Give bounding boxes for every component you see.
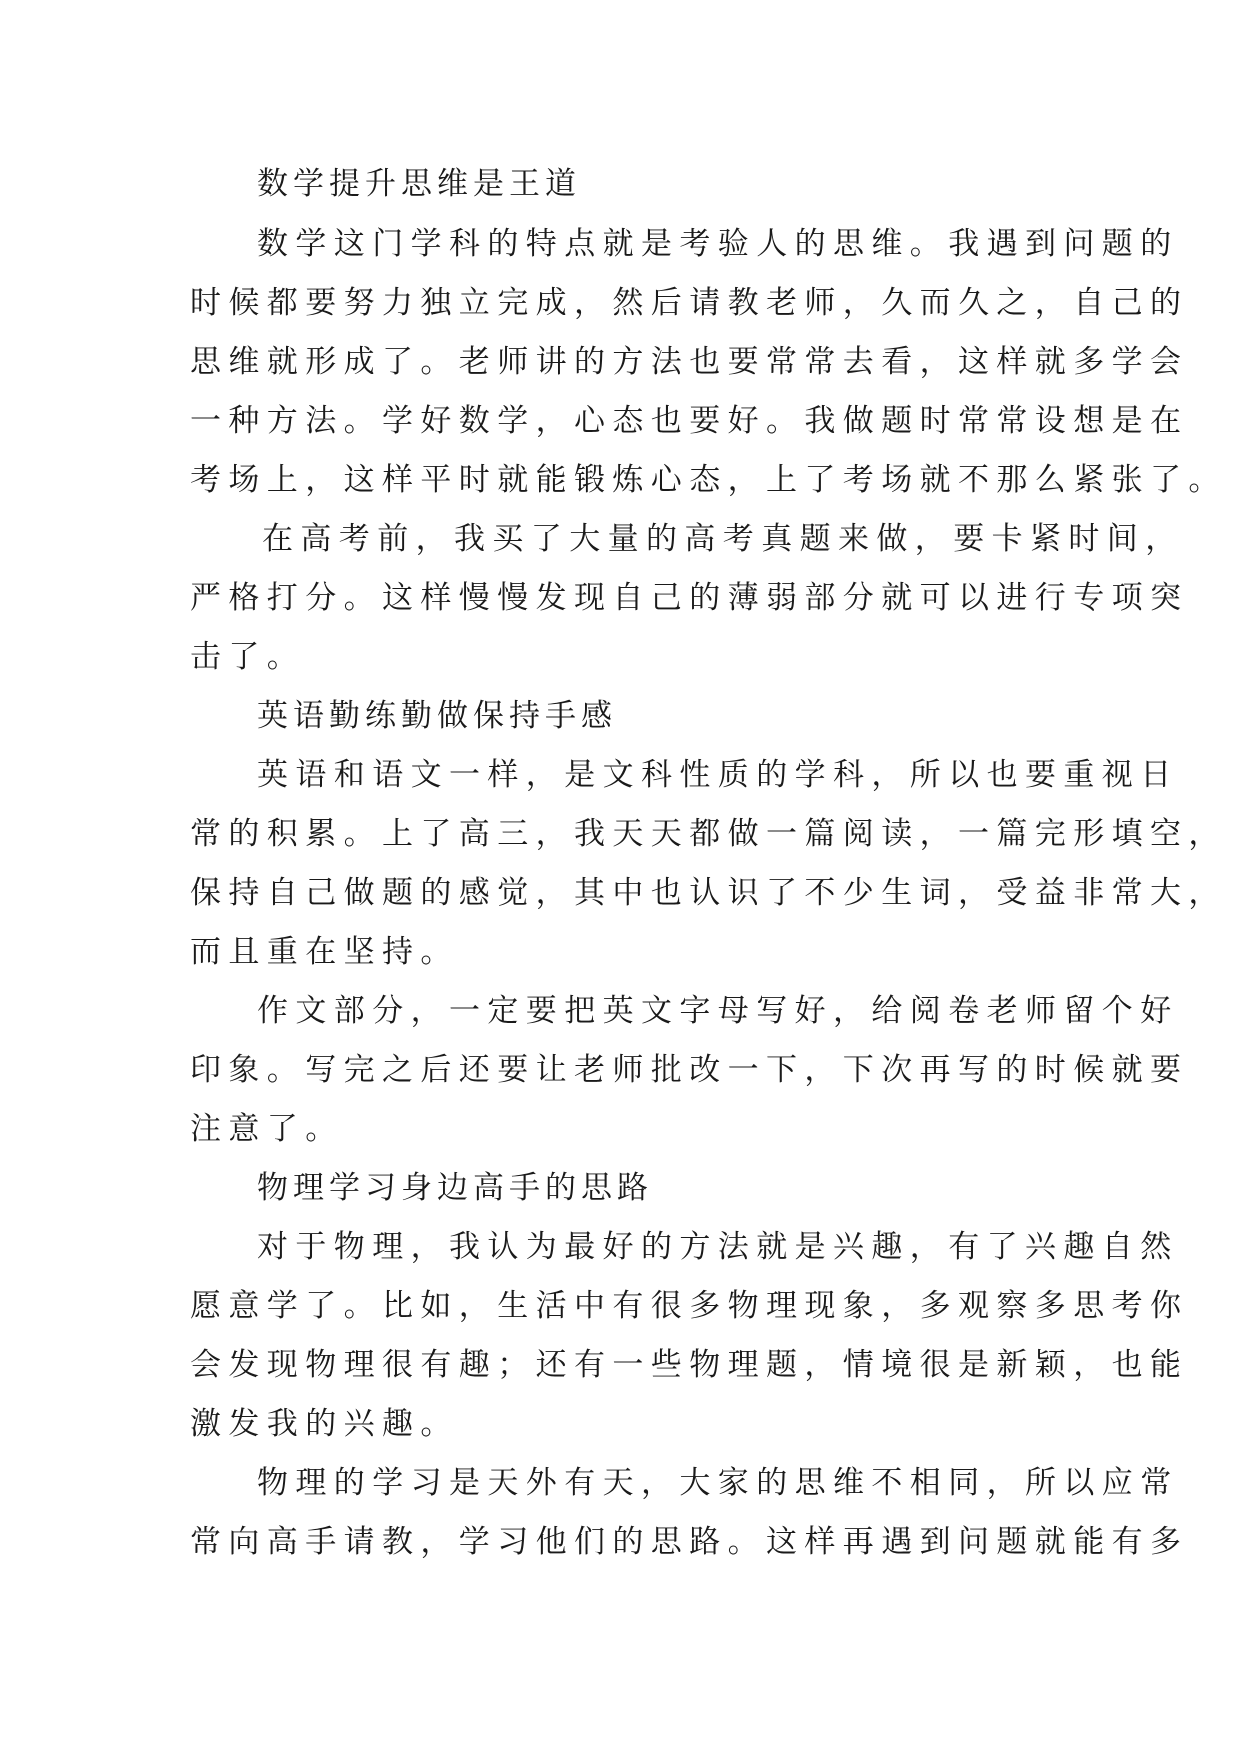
paragraph-line: 时候都要努力独立完成，然后请教老师，久而久之，自己的 — [190, 285, 1189, 321]
paragraph-line: 英语和语文一样，是文科性质的学科，所以也要重视日 — [257, 757, 1179, 793]
paragraph-line: 在高考前，我买了大量的高考真题来做，要卡紧时间， — [262, 521, 1184, 557]
paragraph-line: 对于物理，我认为最好的方法就是兴趣，有了兴趣自然 — [257, 1229, 1179, 1265]
paragraph-line: 愿意学了。比如，生活中有很多物理现象，多观察多思考你 — [190, 1288, 1189, 1324]
section-heading-math: 数学提升思维是王道 — [257, 166, 581, 202]
paragraph-line: 严格打分。这样慢慢发现自己的薄弱部分就可以进行专项突 — [190, 580, 1189, 616]
paragraph-line: 思维就形成了。老师讲的方法也要常常去看，这样就多学会 — [190, 344, 1189, 380]
paragraph-line: 考场上，这样平时就能锻炼心态，上了考场就不那么紧张了。 — [190, 462, 1227, 498]
section-heading-english: 英语勤练勤做保持手感 — [257, 698, 617, 734]
paragraph-line: 常向高手请教，学习他们的思路。这样再遇到问题就能有多 — [190, 1524, 1189, 1560]
paragraph-line: 激发我的兴趣。 — [190, 1406, 459, 1442]
paragraph-line: 印象。写完之后还要让老师批改一下，下次再写的时候就要 — [190, 1052, 1189, 1088]
paragraph-line: 而且重在坚持。 — [190, 934, 459, 970]
paragraph-line: 会发现物理很有趣；还有一些物理题，情境很是新颖，也能 — [190, 1347, 1189, 1383]
paragraph-line: 物理的学习是天外有天，大家的思维不相同，所以应常 — [257, 1465, 1179, 1501]
paragraph-line: 击了。 — [190, 639, 306, 675]
paragraph-line: 注意了。 — [190, 1111, 344, 1147]
paragraph-line: 一种方法。学好数学，心态也要好。我做题时常常设想是在 — [190, 403, 1189, 439]
paragraph-line: 常的积累。上了高三，我天天都做一篇阅读，一篇完形填空， — [190, 816, 1227, 852]
paragraph-line: 作文部分，一定要把英文字母写好，给阅卷老师留个好 — [257, 993, 1179, 1029]
paragraph-line: 保持自己做题的感觉，其中也认识了不少生词，受益非常大， — [190, 875, 1227, 911]
section-heading-physics: 物理学习身边高手的思路 — [257, 1170, 653, 1206]
paragraph-line: 数学这门学科的特点就是考验人的思维。我遇到问题的 — [257, 226, 1179, 262]
